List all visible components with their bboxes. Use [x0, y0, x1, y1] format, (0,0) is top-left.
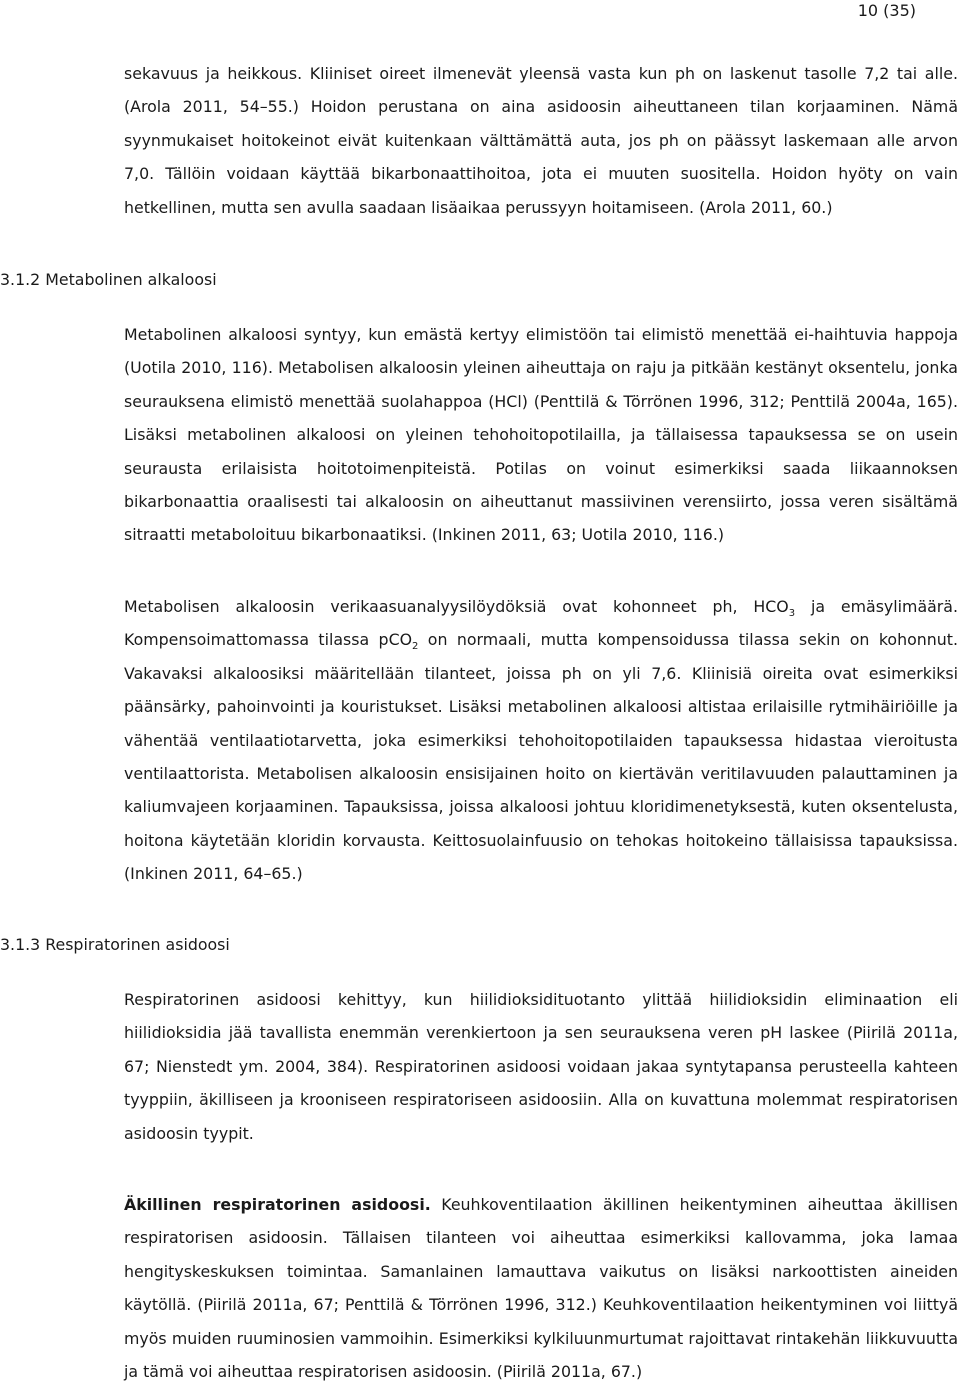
page-number: 10 (35) [857, 1, 916, 20]
paragraph-acidosis-treatment: sekavuus ja heikkous. Kliiniset oireet ilmenevät yleensä vasta kun ph on laskenut tasolle 7,2 tai alle. (Arola 2011, 54–55.) Hoidon perustana on aina asidoosin aiheuttaneen tilan korjaaminen. Nämä syynmukaiset hoitokeinot eivät kuitenkaan välttämättä auta, jos ph on päässyt laskemaan alle arvon 7,0. Tällöin voidaan käyttää bikarbonaattihoitoa, jota ei muuten suositella. Hoidon hyöty on vain hetkellinen, mutta sen avulla saadaan lisäaikaa perussyyn hoitamiseen. (Arola 2011, 60.) [124, 64, 958, 217]
section-heading-metabolic-alkalosis: 3.1.2 Metabolinen alkaloosi [0, 270, 217, 289]
paragraph-lead-in: Äkillinen respiratorinen asidoosi. [124, 1195, 431, 1214]
subscript: 3 [788, 608, 796, 620]
paragraph-acute-respiratory-acidosis [124, 1188, 958, 1388]
text-segment: Metabolisen alkaloosin verikaasuanalyysilöydöksiä ovat kohonneet ph, HCO [124, 597, 789, 616]
text-segment: ja emäsylimäärä. Kompensoimattomassa tilassa pCO [124, 597, 958, 650]
text-segment: on normaali, mutta kompensoidussa tilassa sekin on kohonnut. Vakavaksi alkaloosiksi määritellään tilanteet, joissa ph on yli 7,6. Kliinisiä oireita ovat esimerkiksi päänsärky, pahoinvointi ja kouristukset. Lisäksi metabolinen alkaloosi altistaa erilaisille rytmihäiriöille ja vähentää ventilaatiotarvetta, joka esimerkiksi tehohoitopotilaiden tapauksessa hidastaa vieroitusta ventilaattorista. Metabolisen alkaloosin ensisijainen hoito on kiertävän veritilavuuden palauttaminen ja kaliumvajeen korjaaminen. Tapauksissa, joissa alkaloosi johtuu kloridimenetyksestä, kuten oksentelusta, hoitona käytetään kloridin korvausta. Keittosuolainfuusio on tehokas hoitokeino tällaisissa tapauksissa. (Inkinen 2011, 64–65.) [124, 630, 958, 884]
paragraph-metabolic-alkalosis-findings [124, 590, 958, 891]
text-segment: Keuhkoventilaation äkillinen heikentyminen aiheuttaa äkillisen respiratorisen asidoosin. Tällaisen tilanteen voi aiheuttaa esimerkiksi kallovamma, joka lamaa hengityskeskuksen toimintaa. Samanlainen lamauttava vaikutus on lisäksi narkoottisten aineiden käytöllä. (Piirilä 2011a, 67; Penttilä & Törrönen 1996, 312.) Keuhkoventilaation heikentyminen voi liittyä myös muiden ruuminosien vammoihin. Esimerkiksi kylkiluunmurtumat rajoittavat rintakehän liikkuvuutta ja tämä voi aiheuttaa respiratorisen asidoosin. (Piirilä 2011a, 67.) [124, 1195, 958, 1382]
subscript: 2 [412, 641, 419, 653]
section-heading-respiratory-acidosis: 3.1.3 Respiratorinen asidoosi [0, 935, 230, 954]
paragraph-respiratory-acidosis-intro: Respiratorinen asidoosi kehittyy, kun hiilidioksidituotanto ylittää hiilidioksidin eliminaation eli hiilidioksidia jää tavallista enemmän verenkiertoon ja sen seurauksena veren pH laskee (Piirilä 2011a, 67; Nienstedt ym. 2004, 384). Respiratorinen asidoosi voidaan jakaa syntytapansa perusteella kahteen tyyppiin, äkilliseen ja krooniseen respiratoriseen asidoosiin. Alla on kuvattuna molemmat respiratorisen asidoosin tyypit. [124, 990, 958, 1143]
paragraph-metabolic-alkalosis-causes: Metabolinen alkaloosi syntyy, kun emästä kertyy elimistöön tai elimistö menettää ei-haihtuvia happoja (Uotila 2010, 116). Metabolisen alkaloosin yleinen aiheuttaja on raju ja pitkään kestänyt oksentelu, jonka seurauksena elimistö menettää suolahappoa (HCl) (Penttilä & Törrönen 1996, 312; Penttilä 2004a, 165). Lisäksi metabolinen alkaloosi on yleinen tehohoitopotilailla, ja tällaisessa tapauksessa se on usein seurausta erilaisista hoitotoimenpiteistä. Potilas on voinut esimerkiksi saada liikaannoksen bikarbonaattia oraalisesti tai alkaloosin on aiheuttanut massiivinen verensiirto, jossa veren sisältämä sitraatti metaboloituu bikarbonaatiksi. (Inkinen 2011, 63; Uotila 2010, 116.) [124, 325, 958, 545]
